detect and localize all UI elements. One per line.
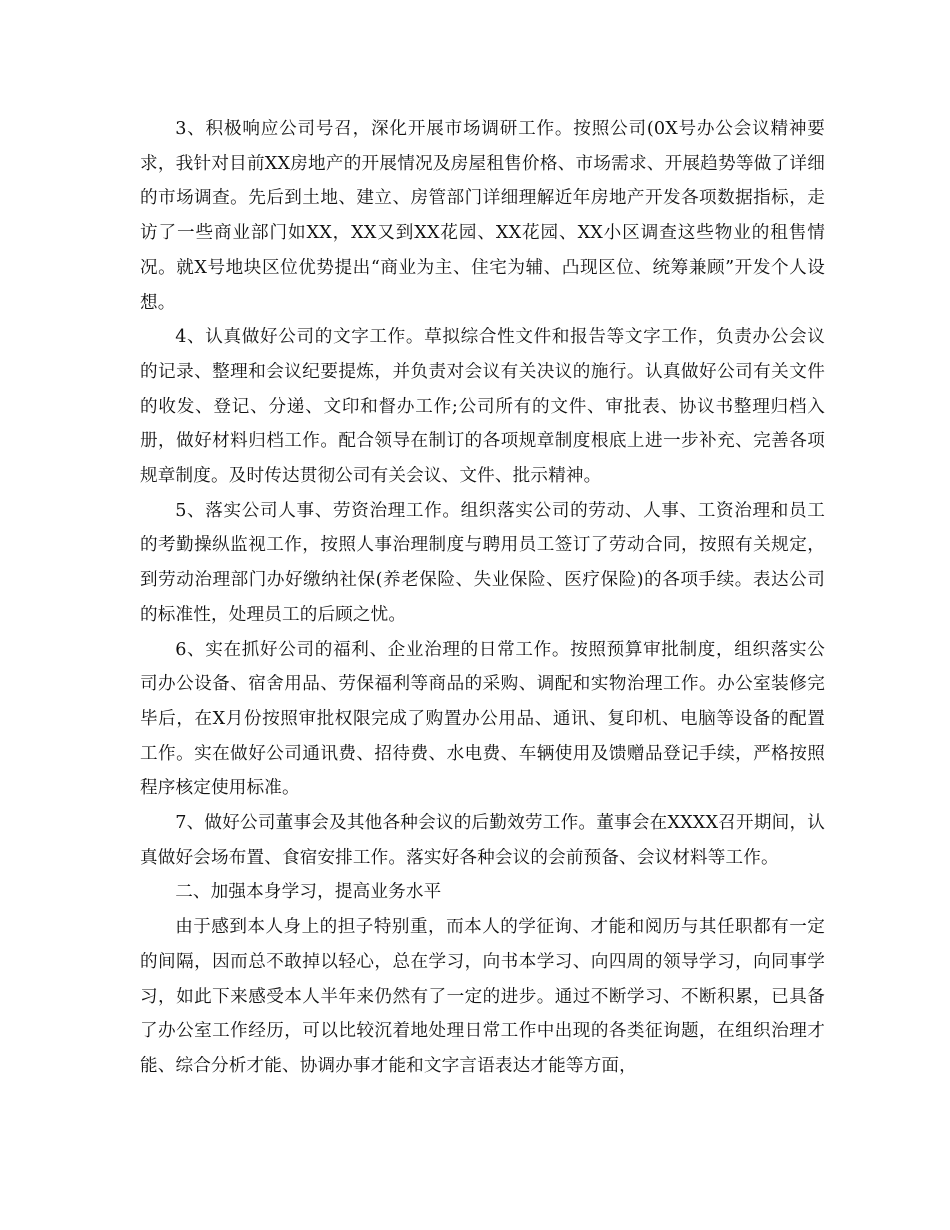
- document-body: [140, 112, 825, 1084]
- section-heading-self-study: 二、加强本身学习，提高业务水平: [175, 882, 442, 903]
- paragraph-personnel-management: 5、落实公司人事、劳资治理工作。组织落实公司的劳动、人事、工资治理和员工的考勤操纵监视工作，按照人事治理制度与聘用员工签订了劳动合同，按照有关规定，到劳动治理部门办好缴纳社保(养老保险、失业保险、医疗保险)的各项手续。表达公司的标准性，处理员工的后顾之忧。: [140, 500, 825, 625]
- paragraph-market-research: 3、积极响应公司号召，深化开展市场调研工作。按照公司(0X号办公会议精神要求，我针对目前XX房地产的开展情况及房屋租售价格、市场需求、开展趋势等做了详细的市场调查。先后到土地、建立、房管部门详细理解近年房地产开发各项数据指标，走访了一些商业部门如XX，XX又到XX花园、XX花园、XX小区调查这些物业的租售情况。就X号地块区位优势提出“商业为主、住宅为辅、凸现区位、统筹兼顾”开发个人设想。: [140, 119, 825, 313]
- paragraph-welfare-management: 6、实在抓好公司的福利、企业治理的日常工作。按照预算审批制度，组织落实公司办公设备、宿舍用品、劳保福利等商品的采购、调配和实物治理工作。办公室装修完毕后，在X月份按照审批权限完成了购置办公用品、通讯、复印机、电脑等设备的配置工作。实在做好公司通讯费、招待费、水电费、车辆使用及馈赠品登记手续，严格按照程序核定使用标准。: [140, 639, 825, 799]
- paragraph-writing-work: 4、认真做好公司的文字工作。草拟综合性文件和报告等文字工作，负责办公会议的记录、整理和会议纪要提炼，并负责对会议有关决议的施行。认真做好公司有关文件的收发、登记、分递、文印和督办工作;公司所有的文件、审批表、协议书整理归档入册，做好材料归档工作。配合领导在制订的各项规章制度根底上进一步补充、完善各项规章制度。及时传达贯彻公司有关会议、文件、批示精神。: [140, 327, 825, 487]
- paragraph-self-study: 由于感到本人身上的担子特别重，而本人的学征询、才能和阅历与其任职都有一定的间隔，因而总不敢掉以轻心，总在学习，向书本学习、向四周的领导学习，向同事学习，如此下来感受本人半年来仍然有了一定的进步。通过不断学习、不断积累，已具备了办公室工作经历，可以比较沉着地处理日常工作中出现的各类征询题，在组织治理才能、综合分析才能、协调办事才能和文字言语表达才能等方面，: [140, 917, 825, 1076]
- paragraph-meeting-logistics: 7、做好公司董事会及其他各种会议的后勤效劳工作。董事会在XXXX召开期间，认真做好会场布置、食宿安排工作。落实好各种会议的会前预备、会议材料等工作。: [140, 813, 825, 868]
